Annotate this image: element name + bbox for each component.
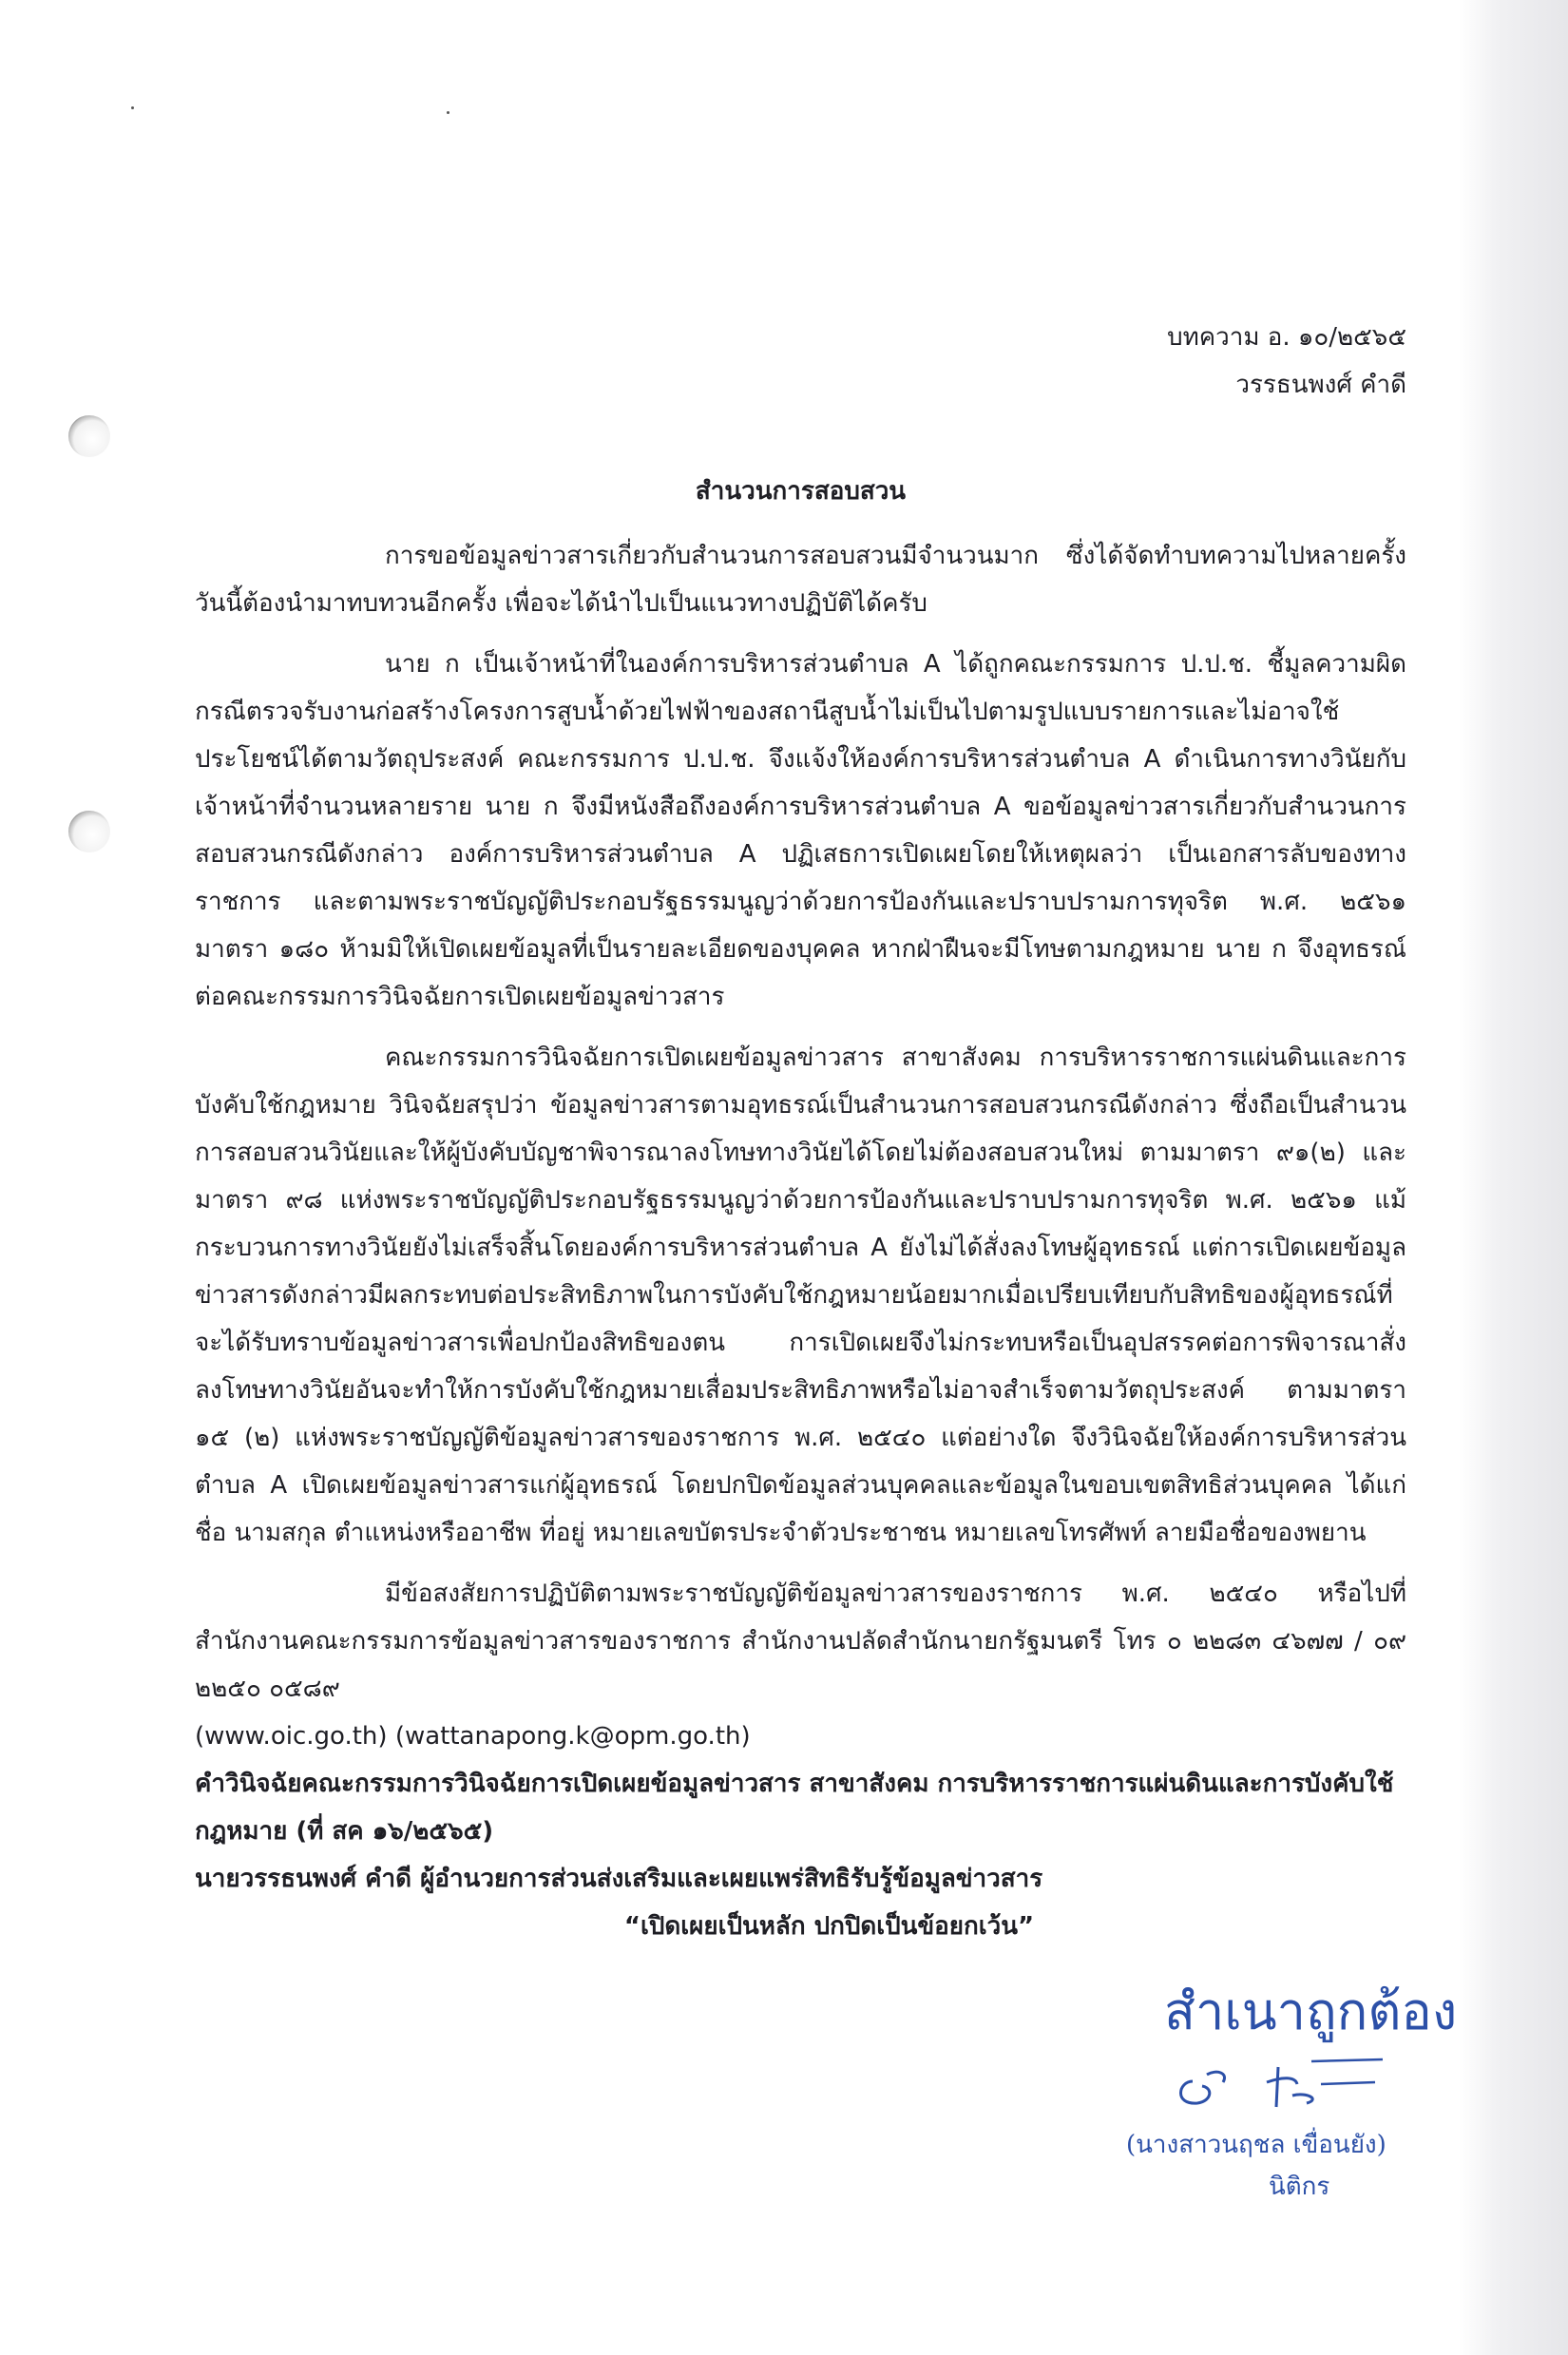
certified-copy-stamp: สำเนาถูกต้อง bbox=[1164, 1982, 1458, 2041]
document-title: สำนวนการสอบสวน bbox=[695, 477, 907, 506]
scan-speck bbox=[131, 106, 134, 109]
certifier-name: (นางสาวนฤชล เขื่อนยัง) bbox=[1126, 2131, 1386, 2159]
intro-paragraph: การขอข้อมูลข่าวสารเกี่ยวกับสำนวนการสอบสวนมีจำนวนมาก ซึ่งได้จัดทำบทความไปหลายครั้ง วันนี้ต้องนำมาทบทวนอีกครั้ง เพื่อจะได้นำไปเป็นแนวทางปฏิบัติได้ครับ bbox=[195, 542, 1406, 618]
slogan: “เปิดเผยเป็นหลัก ปกปิดเป็นข้อยกเว้น” bbox=[623, 1912, 1035, 1941]
article-author: วรรธนพงศ์ คำดี bbox=[1235, 371, 1406, 399]
ruling-reference: คำวินิจฉัยคณะกรรมการวินิจฉัยการเปิดเผยข้อมูลข่าวสาร สาขาสังคม การบริหารราชการแผ่นดินและการบังคับใช้กฎหมาย (ที่ สค ๑๖/๒๕๖๕) bbox=[195, 1770, 1394, 1846]
director-line: นายวรรธนพงศ์ คำดี ผู้อำนวยการส่วนส่งเสริมและเผยแพร่สิทธิรับรู้ข้อมูลข่าวสาร bbox=[195, 1865, 1043, 1893]
email-link[interactable]: (wattanapong.k@opm.go.th) bbox=[394, 1722, 751, 1751]
facts-paragraph: นาย ก เป็นเจ้าหน้าที่ในองค์การบริหารส่วนตำบล A ได้ถูกคณะกรรมการ ป.ป.ช. ชี้มูลความผิด กรณีตรวจรับงานก่อสร้างโครงการสูบน้ำด้วยไฟฟ้าของสถานีสูบน้ำไม่เป็นไปตามรูปแบบรายการและไม่อาจใช้ประโยชน์ได้ตามวัตถุประสงค์ คณะกรรมการ ป.ป.ช. จึงแจ้งให้องค์การบริหารส่วนตำบล A ดำเนินการทางวินัยกับเจ้าหน้าที่จำนวนหลายราย นาย ก จึงมีหนังสือถึงองค์การบริหารส่วนตำบล A ขอข้อมูลข่าวสารเกี่ยวกับสำนวนการสอบสวนกรณีดังกล่าว องค์การบริหารส่วนตำบล A ปฏิเสธการเปิดเผยโดยให้เหตุผลว่า เป็นเอกสารลับของทางราชการ และตามพระราชบัญญัติประกอบรัฐธรรมนูญว่าด้วยการป้องกันและปราบปรามการทุจริต พ.ศ. ๒๕๖๑ มาตรา ๑๘๐ ห้ามมิให้เปิดเผยข้อมูลที่เป็นรายละเอียดของบุคคล หากฝ่าฝืนจะมีโทษตามกฎหมาย นาย ก จึงอุทธรณ์ต่อคณะกรรมการวินิจฉัยการเปิดเผยข้อมูลข่าวสาร bbox=[195, 650, 1406, 1011]
punch-hole-bottom bbox=[68, 811, 110, 852]
document-page bbox=[195, 314, 1406, 1950]
handwritten-signature bbox=[1155, 2048, 1440, 2115]
article-reference: บทความ อ. ๑๐/๒๕๖๕ bbox=[1167, 323, 1406, 352]
decision-paragraph: คณะกรรมการวินิจฉัยการเปิดเผยข้อมูลข่าวสาร สาขาสังคม การบริหารราชการแผ่นดินและการบังคับใช้กฎหมาย วินิจฉัยสรุปว่า ข้อมูลข่าวสารตามอุทธรณ์เป็นสำนวนการสอบสวนกรณีดังกล่าว ซึ่งถือเป็นสำนวนการสอบสวนวินัยและให้ผู้บังคับบัญชาพิจารณาลงโทษทางวินัยได้โดยไม่ต้องสอบสวนใหม่ ตามมาตรา ๙๑(๒) และมาตรา ๙๘ แห่งพระราชบัญญัติประกอบรัฐธรรมนูญว่าด้วยการป้องกันและปราบปรามการทุจริต พ.ศ. ๒๕๖๑ แม้กระบวนการทางวินัยยังไม่เสร็จสิ้นโดยองค์การบริหารส่วนตำบล A ยังไม่ได้สั่งลงโทษผู้อุทธรณ์ แต่การเปิดเผยข้อมูลข่าวสารดังกล่าวมีผลกระทบต่อประสิทธิภาพในการบังคับใช้กฎหมายน้อยมากเมื่อเปรียบเทียบกับสิทธิของผู้อุทธรณ์ที่จะได้รับทราบข้อมูลข่าวสารเพื่อปกป้องสิทธิของตน การเปิดเผยจึงไม่กระทบหรือเป็นอุปสรรคต่อการพิจารณาสั่งลงโทษทางวินัยอันจะทำให้การบังคับใช้กฎหมายเสื่อมประสิทธิภาพหรือไม่อาจสำเร็จตามวัตถุประสงค์ ตามมาตรา ๑๕ (๒) แห่งพระราชบัญญัติข้อมูลข่าวสารของราชการ พ.ศ. ๒๕๔๐ แต่อย่างใด จึงวินิจฉัยให้องค์การบริหารส่วนตำบล A เปิดเผยข้อมูลข่าวสารแก่ผู้อุทธรณ์ โดยปกปิดข้อมูลส่วนบุคคลและข้อมูลในขอบเขตสิทธิส่วนบุคคล ได้แก่ ชื่อ นามสกุล ตำแหน่งหรืออาชีพ ที่อยู่ หมายเลขบัตรประจำตัวประชาชน หมายเลขโทรศัพท์ ลายมือชื่อของพยาน bbox=[195, 1043, 1406, 1547]
contact-links bbox=[195, 1713, 1406, 1760]
certification-block bbox=[1126, 1982, 1487, 2208]
punch-hole-top bbox=[68, 415, 110, 457]
scan-speck bbox=[447, 111, 449, 114]
certifier-position: นิติกร bbox=[1269, 2173, 1330, 2201]
website-link[interactable]: (www.oic.go.th) bbox=[195, 1722, 388, 1751]
contact-paragraph: มีข้อสงสัยการปฏิบัติตามพระราชบัญญัติข้อมูลข่าวสารของราชการ พ.ศ. ๒๕๔๐ หรือไปที่สำนักงานคณะกรรมการข้อมูลข่าวสารของราชการ สำนักงานปลัดสำนักนายกรัฐมนตรี โทร ๐ ๒๒๘๓ ๔๖๗๗ / ๐๙ ๒๒๕๐ ๐๕๘๙ bbox=[195, 1580, 1406, 1703]
